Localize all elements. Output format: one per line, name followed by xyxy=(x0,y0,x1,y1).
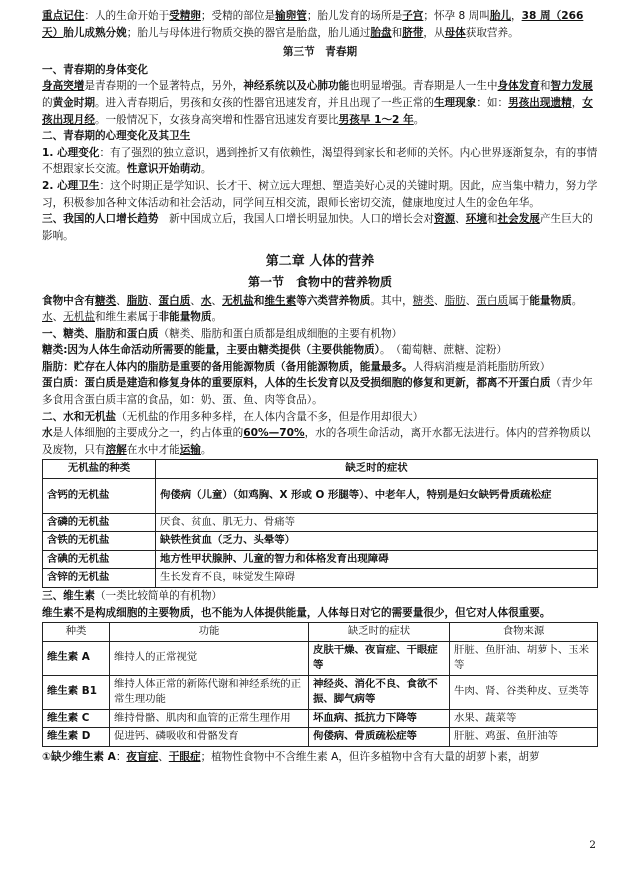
table-cell: 牛肉、肾、谷类种皮、豆类等 xyxy=(450,675,598,709)
table-cell: 厌食、贫血、肌无力、骨痛等 xyxy=(156,513,598,532)
heading-body-changes: 一、青春期的身体变化 xyxy=(42,63,148,76)
section-title-puberty: 第三节 青春期 xyxy=(282,46,358,59)
table-cell: 缺铁性贫血（乏力、头晕等） xyxy=(156,532,598,551)
table-cell: 地方性甲状腺肿、儿童的智力和体格发育出现障碍 xyxy=(156,550,598,569)
table-cell: 维生素 C xyxy=(43,709,110,728)
table-cell: 佝偻病（儿童）（如鸡胸、X 形或 O 形腿等）、中老年人，特别是妇女缺钙骨质疏松症 xyxy=(156,478,598,513)
section-title-nutrients: 第一节 食物中的营养物质 xyxy=(247,274,392,289)
table-cell: 促进钙、磷吸收和骨骼发育 xyxy=(110,728,309,747)
chapter-title: 第二章 人体的营养 xyxy=(265,254,375,270)
table-header-row xyxy=(43,460,598,479)
table-cell: 佝偻病、骨质疏松症等 xyxy=(309,728,450,747)
kp-label: 重点记住 xyxy=(42,10,85,22)
protein-paragraph: 蛋白质：蛋白质是建造和修复身体的重要原料，人体的生长发育以及受损细胞的修复和更新，都离不开蛋白质（青少年多食用含蛋白质丰富的食品，如：奶、蛋、鱼、肉等食品）。 xyxy=(42,377,593,407)
table-cell: 含磷的无机盐 xyxy=(43,513,156,532)
heading-vitamins: 三、维生素（一类比较简单的有机物） xyxy=(42,589,223,602)
table-cell: 维持人的正常视觉 xyxy=(110,641,309,675)
minerals-table xyxy=(42,459,598,588)
table-cell: 肝脏、鸡蛋、鱼肝油等 xyxy=(450,728,598,747)
table-cell: 维生素 D xyxy=(43,728,110,747)
nutrients-intro-paragraph: 食物中含有糖类、脂肪、蛋白质、水、无机盐和维生素等六类营养物质。其中，糖类、脂肪、蛋白质属于能量物质。水、无机盐和维生素属于非能量物质。 xyxy=(42,294,583,324)
table-row xyxy=(43,709,598,728)
table-cell: 含钙的无机盐 xyxy=(43,478,156,513)
table-cell: 含碘的无机盐 xyxy=(43,550,156,569)
table-cell: 含锌的无机盐 xyxy=(43,569,156,588)
table-row xyxy=(43,728,598,747)
table-header-cell: 食物来源 xyxy=(450,623,598,642)
table-cell: 维持骨骼、肌肉和血管的正常生理作用 xyxy=(110,709,309,728)
table-cell: 生长发育不良，味觉发生障碍 xyxy=(156,569,598,588)
table-row xyxy=(43,550,598,569)
table-cell: 肝脏、鱼肝油、胡萝卜、玉米等 xyxy=(450,641,598,675)
table-row xyxy=(43,478,598,513)
heading-water-minerals: 二、水和无机盐（无机盐的作用多种多样，在人体内含量不多，但是作用却很大） xyxy=(42,410,424,423)
page-number: 2 xyxy=(589,839,596,851)
heading-carbs-fats-proteins: 一、糖类、脂肪和蛋白质（糖类、脂肪和蛋白质都是组成细胞的主要有机物） xyxy=(42,327,403,340)
table-row xyxy=(43,569,598,588)
carbs-paragraph: 糖类:因为人体生命活动所需要的能量，主要由糖类提供（主要供能物质）。 （葡萄糖、蔗糖、淀粉） xyxy=(42,344,508,357)
table-cell: 神经炎、消化不良、食欲不振、脚气病等 xyxy=(309,675,450,709)
key-points-paragraph: 重点记住：人的生命开始于受精卵；受精的部位是输卵管；胎儿发育的场所是子宫；怀孕 8 周叫胎儿，38 周（266 天）胎儿成熟分娩；胎儿与母体进行物质交换的器官是胎盘，胎儿通过胎盘和脐带，从母体获取营养。 xyxy=(42,10,584,39)
table-cell: 坏血病、抵抗力下降等 xyxy=(309,709,450,728)
body-changes-paragraph: 身高突增是青春期的一个显著特点，另外，神经系统以及心肺功能也明显增强。青春期是人一生中身体发育和智力发展的黄金时期。进入青春期后，男孩和女孩的性器官迅速发育，并且出现了一些正常的生理现象：如：男孩出现遗精，女孩出现月经。一般情况下，女孩身高突增和性器官迅速发育要比男孩早 1～2 年。 xyxy=(42,80,593,126)
heading-psych-changes: 二、青春期的心理变化及其卫生 xyxy=(42,130,191,143)
population-paragraph: 三、我国的人口增长趋势 新中国成立后，我国人口增长明显加快。人口的增长会对资源、环境和社会发展产生巨大的影响。 xyxy=(42,213,593,242)
psych-hygiene-paragraph: 2. 心理卫生：这个时期正是学知识、长才干、树立远大理想、塑造美好心灵的关键时期。因此，应当集中精力，努力学习，积极参加各种文体活动和社会活动，同学间互相交流，跟师长密切交流，健康地度过人生的金色年华。 xyxy=(42,179,598,209)
water-paragraph: 水是人体细胞的主要成分之一，约占体重的60%—70%，水的各项生命活动，离开水都无法进行。体内的营养物质以及废物，只有溶解在水中才能运输。 xyxy=(42,427,591,456)
page-content xyxy=(42,8,598,765)
table-cell: 皮肤干燥、夜盲症、干眼症等 xyxy=(309,641,450,675)
psych-change-paragraph: 1. 心理变化：有了强烈的独立意识，遇到挫折又有依赖性，渴望得到家长和老师的关怀。内心世界逐渐复杂，有的事情不想跟家长交流。性意识开始萌动。 xyxy=(42,146,598,176)
table-row xyxy=(43,641,598,675)
vitamins-intro: 维生素不是构成细胞的主要物质，也不能为人体提供能量，人体每日对它的需要量很少，但它对人体很重要。 xyxy=(42,606,551,619)
table-header-cell: 种类 xyxy=(43,623,110,642)
vitamin-a-paragraph: ①缺少维生素 A：夜盲症、干眼症；植物性食物中不含维生素 A，但许多植物中含有大量的胡萝卜素，胡萝 xyxy=(42,750,540,763)
table-row xyxy=(43,513,598,532)
table-cell: 维生素 A xyxy=(43,641,110,675)
fats-paragraph: 脂肪：贮存在人体内的脂肪是重要的备用能源物质（备用能源物质，能量最多。人得病消瘦是消耗脂肪所致） xyxy=(42,360,551,373)
table-cell: 含铁的无机盐 xyxy=(43,532,156,551)
table-cell: 维生素 B1 xyxy=(43,675,110,709)
table-header-cell: 缺乏时的症状 xyxy=(156,460,598,479)
table-header-cell: 无机盐的种类 xyxy=(43,460,156,479)
table-cell: 维持人体正常的新陈代谢和神经系统的正常生理功能 xyxy=(110,675,309,709)
vitamins-table xyxy=(42,622,598,747)
table-cell: 水果、蔬菜等 xyxy=(450,709,598,728)
table-header-cell: 缺乏时的症状 xyxy=(309,623,450,642)
table-header-row xyxy=(43,623,598,642)
table-row xyxy=(43,675,598,709)
table-header-cell: 功能 xyxy=(110,623,309,642)
table-row xyxy=(43,532,598,551)
